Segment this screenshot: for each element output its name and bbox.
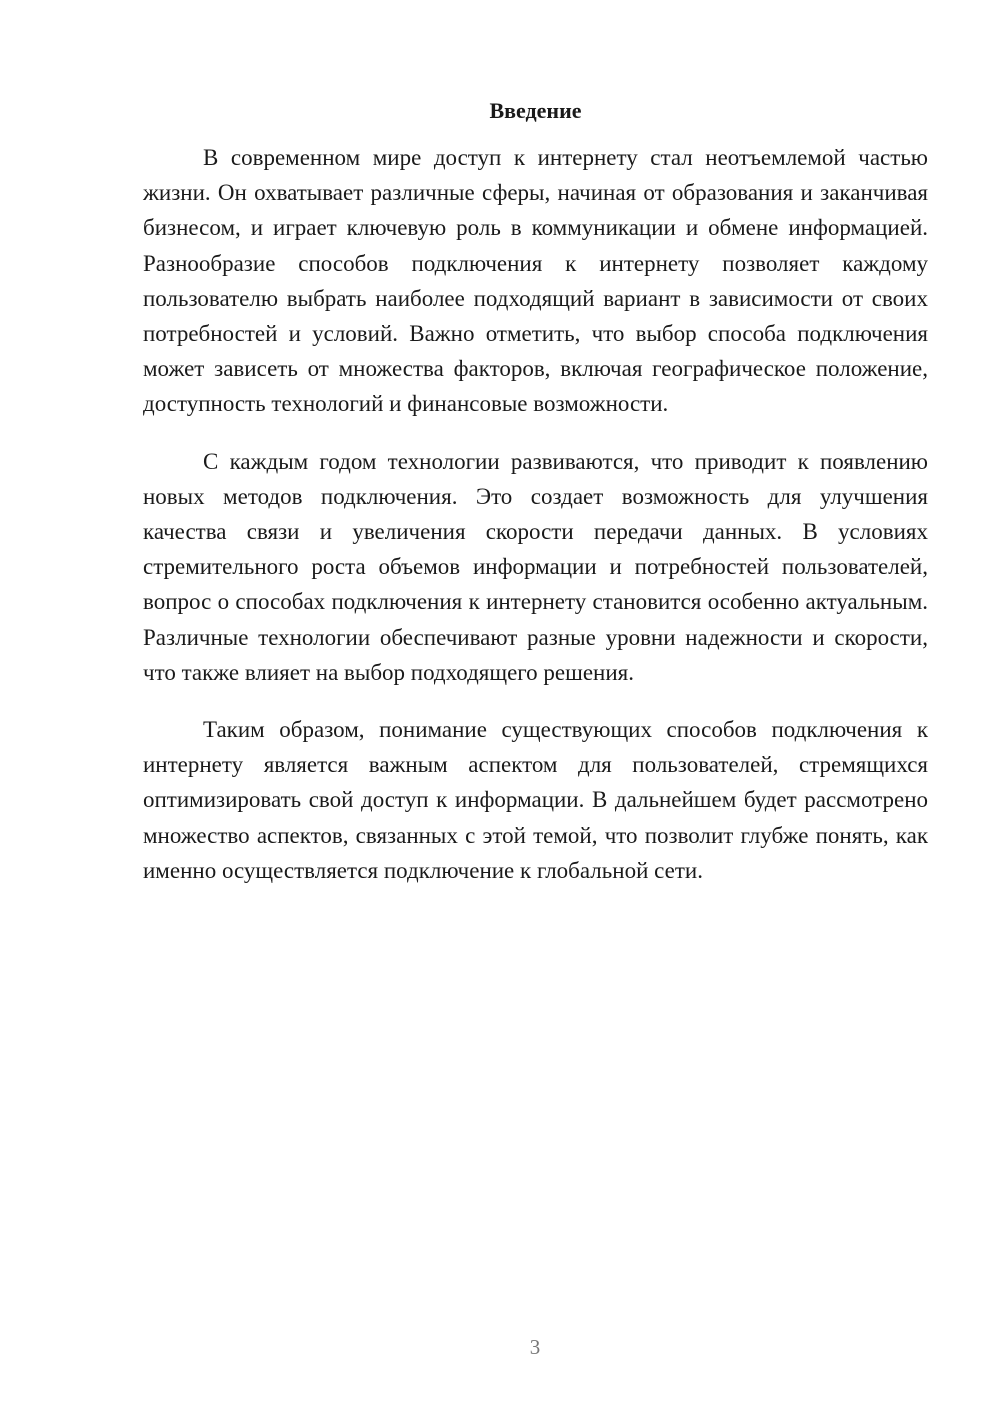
paragraph-2: С каждым годом технологии развиваются, что приводит к появлению новых методов подключения. Это создает возможность для улучшения качества связи и увеличения скорости передачи данных. В условиях стремительного роста объемов информации и потребностей пользователей, вопрос о способах подключения к интернету становится особенно актуальным. Различные технологии обеспечивают разные уровни надежности и скорости, что также влияет на выбор подходящего решения. <box>143 448 928 685</box>
paragraph-1: В современном мире доступ к интернету стал неотъемлемой частью жизни. Он охватывает различные сферы, начиная от образования и заканчивая бизнесом, и играет ключевую роль в коммуникации и обмене информацией. Разнообразие способов подключения к интернету позволяет каждому пользователю выбрать наиболее подходящий вариант в зависимости от своих потребностей и условий. Важно отметить, что выбор способа подключения может зависеть от множества факторов, включая географическое положение, доступность технологий и финансовые возможности. <box>143 145 928 417</box>
section-heading: Введение <box>489 98 582 123</box>
paragraph-3: Таким образом, понимание существующих способов подключения к интернету является важным аспектом для пользователей, стремящихся оптимизировать свой доступ к информации. В дальнейшем будет рассмотрено множество аспектов, связанных с этой темой, что позволит глубже понять, как именно осуществляется подключение к глобальной сети. <box>143 717 928 883</box>
page-number: 3 <box>529 1335 541 1359</box>
page-content <box>143 96 928 910</box>
